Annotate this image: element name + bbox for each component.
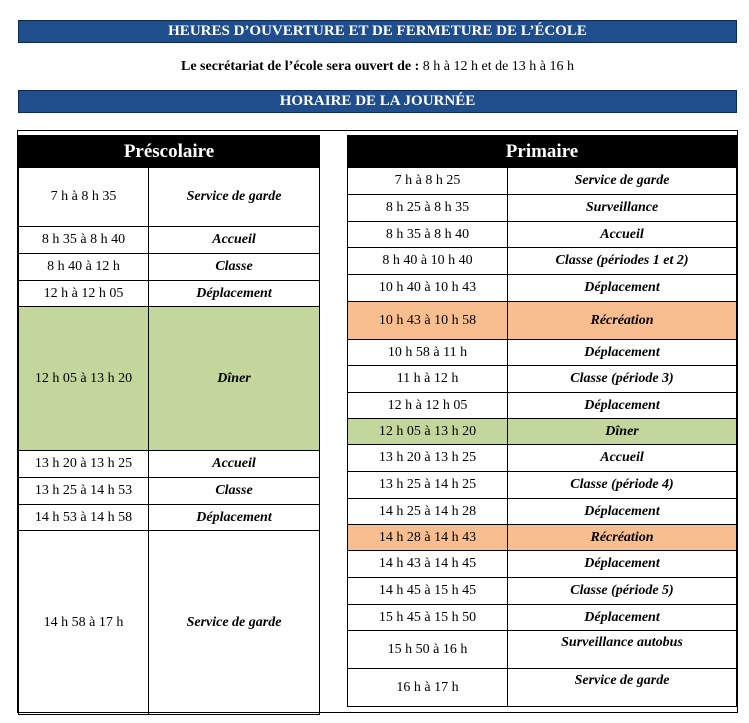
activity-cell: Service de garde <box>508 168 737 195</box>
opening-hours-title: HEURES D’OUVERTURE ET DE FERMETURE DE L’ÉCOLE <box>18 20 737 43</box>
primaire-table <box>347 135 737 707</box>
table-row <box>19 307 320 451</box>
table-row <box>348 551 737 578</box>
activity-cell: Accueil <box>149 451 320 478</box>
time-cell: 14 h 58 à 17 h <box>19 531 149 715</box>
time-cell: 14 h 53 à 14 h 58 <box>19 505 149 531</box>
table-row <box>348 248 737 275</box>
time-cell: 13 h 20 à 13 h 25 <box>19 451 149 478</box>
time-cell: 8 h 35 à 8 h 40 <box>348 222 508 248</box>
table-row <box>348 472 737 499</box>
activity-cell: Classe (période 3) <box>508 366 737 393</box>
activity-cell: Service de garde <box>149 531 320 715</box>
time-cell: 13 h 20 à 13 h 25 <box>348 445 508 472</box>
primaire-heading: Primaire <box>348 136 737 168</box>
time-cell: 12 h 05 à 13 h 20 <box>348 419 508 445</box>
table-row <box>348 393 737 419</box>
time-cell: 15 h 50 à 16 h <box>348 631 508 669</box>
office-hours-value: 8 h à 12 h et de 13 h à 16 h <box>422 59 575 74</box>
time-cell: 13 h 25 à 14 h 25 <box>348 472 508 499</box>
time-cell: 8 h 35 à 8 h 40 <box>19 227 149 254</box>
activity-cell: Déplacement <box>508 275 737 302</box>
table-row <box>19 531 320 715</box>
activity-cell: Déplacement <box>508 551 737 578</box>
table-row <box>348 302 737 340</box>
table-row <box>348 669 737 707</box>
activity-cell: Classe <box>149 254 320 281</box>
table-row <box>19 451 320 478</box>
activity-cell: Service de garde <box>508 669 737 707</box>
table-row <box>19 168 320 227</box>
table-row <box>19 254 320 281</box>
time-cell: 10 h 40 à 10 h 43 <box>348 275 508 302</box>
office-hours-label: Le secrétariat de l’école sera ouvert de : <box>180 59 420 74</box>
activity-cell: Déplacement <box>508 605 737 631</box>
time-cell: 12 h 05 à 13 h 20 <box>19 307 149 451</box>
time-cell: 14 h 45 à 15 h 45 <box>348 578 508 605</box>
table-row <box>19 281 320 307</box>
table-row <box>348 195 737 222</box>
table-row <box>348 275 737 302</box>
time-cell: 10 h 58 à 11 h <box>348 340 508 366</box>
activity-cell: Déplacement <box>508 340 737 366</box>
table-row <box>19 227 320 254</box>
time-cell: 8 h 25 à 8 h 35 <box>348 195 508 222</box>
time-cell: 15 h 45 à 15 h 50 <box>348 605 508 631</box>
activity-cell: Service de garde <box>149 168 320 227</box>
table-row <box>348 366 737 393</box>
table-row <box>348 445 737 472</box>
table-row <box>348 419 737 445</box>
table-row <box>348 605 737 631</box>
time-cell: 10 h 43 à 10 h 58 <box>348 302 508 340</box>
time-cell: 7 h à 8 h 25 <box>348 168 508 195</box>
time-cell: 14 h 43 à 14 h 45 <box>348 551 508 578</box>
time-cell: 8 h 40 à 10 h 40 <box>348 248 508 275</box>
activity-cell: Déplacement <box>149 281 320 307</box>
time-cell: 14 h 28 à 14 h 43 <box>348 525 508 551</box>
time-cell: 12 h à 12 h 05 <box>19 281 149 307</box>
time-cell: 12 h à 12 h 05 <box>348 393 508 419</box>
schedule-title: HORAIRE DE LA JOURNÉE <box>18 90 737 113</box>
activity-cell: Dîner <box>508 419 737 445</box>
time-cell: 16 h à 17 h <box>348 669 508 707</box>
activity-cell: Accueil <box>508 222 737 248</box>
table-row <box>19 478 320 505</box>
activity-cell: Déplacement <box>508 499 737 525</box>
activity-cell: Accueil <box>508 445 737 472</box>
office-hours-line <box>18 59 737 75</box>
activity-cell: Récréation <box>508 525 737 551</box>
time-cell: 13 h 25 à 14 h 53 <box>19 478 149 505</box>
activity-cell: Déplacement <box>149 505 320 531</box>
time-cell: 8 h 40 à 12 h <box>19 254 149 281</box>
activity-cell: Dîner <box>149 307 320 451</box>
prescolaire-table <box>18 135 320 715</box>
activity-cell: Récréation <box>508 302 737 340</box>
activity-cell: Classe (période 5) <box>508 578 737 605</box>
activity-cell: Surveillance <box>508 195 737 222</box>
activity-cell: Classe (période 4) <box>508 472 737 499</box>
table-row <box>348 340 737 366</box>
table-row <box>348 499 737 525</box>
activity-cell: Surveillance autobus <box>508 631 737 669</box>
time-cell: 14 h 25 à 14 h 28 <box>348 499 508 525</box>
table-row <box>348 631 737 669</box>
table-row <box>348 168 737 195</box>
prescolaire-heading: Préscolaire <box>19 136 320 168</box>
table-row <box>348 222 737 248</box>
table-row <box>348 525 737 551</box>
time-cell: 11 h à 12 h <box>348 366 508 393</box>
activity-cell: Classe (périodes 1 et 2) <box>508 248 737 275</box>
activity-cell: Classe <box>149 478 320 505</box>
time-cell: 7 h à 8 h 35 <box>19 168 149 227</box>
table-row <box>19 505 320 531</box>
activity-cell: Déplacement <box>508 393 737 419</box>
table-row <box>348 578 737 605</box>
activity-cell: Accueil <box>149 227 320 254</box>
